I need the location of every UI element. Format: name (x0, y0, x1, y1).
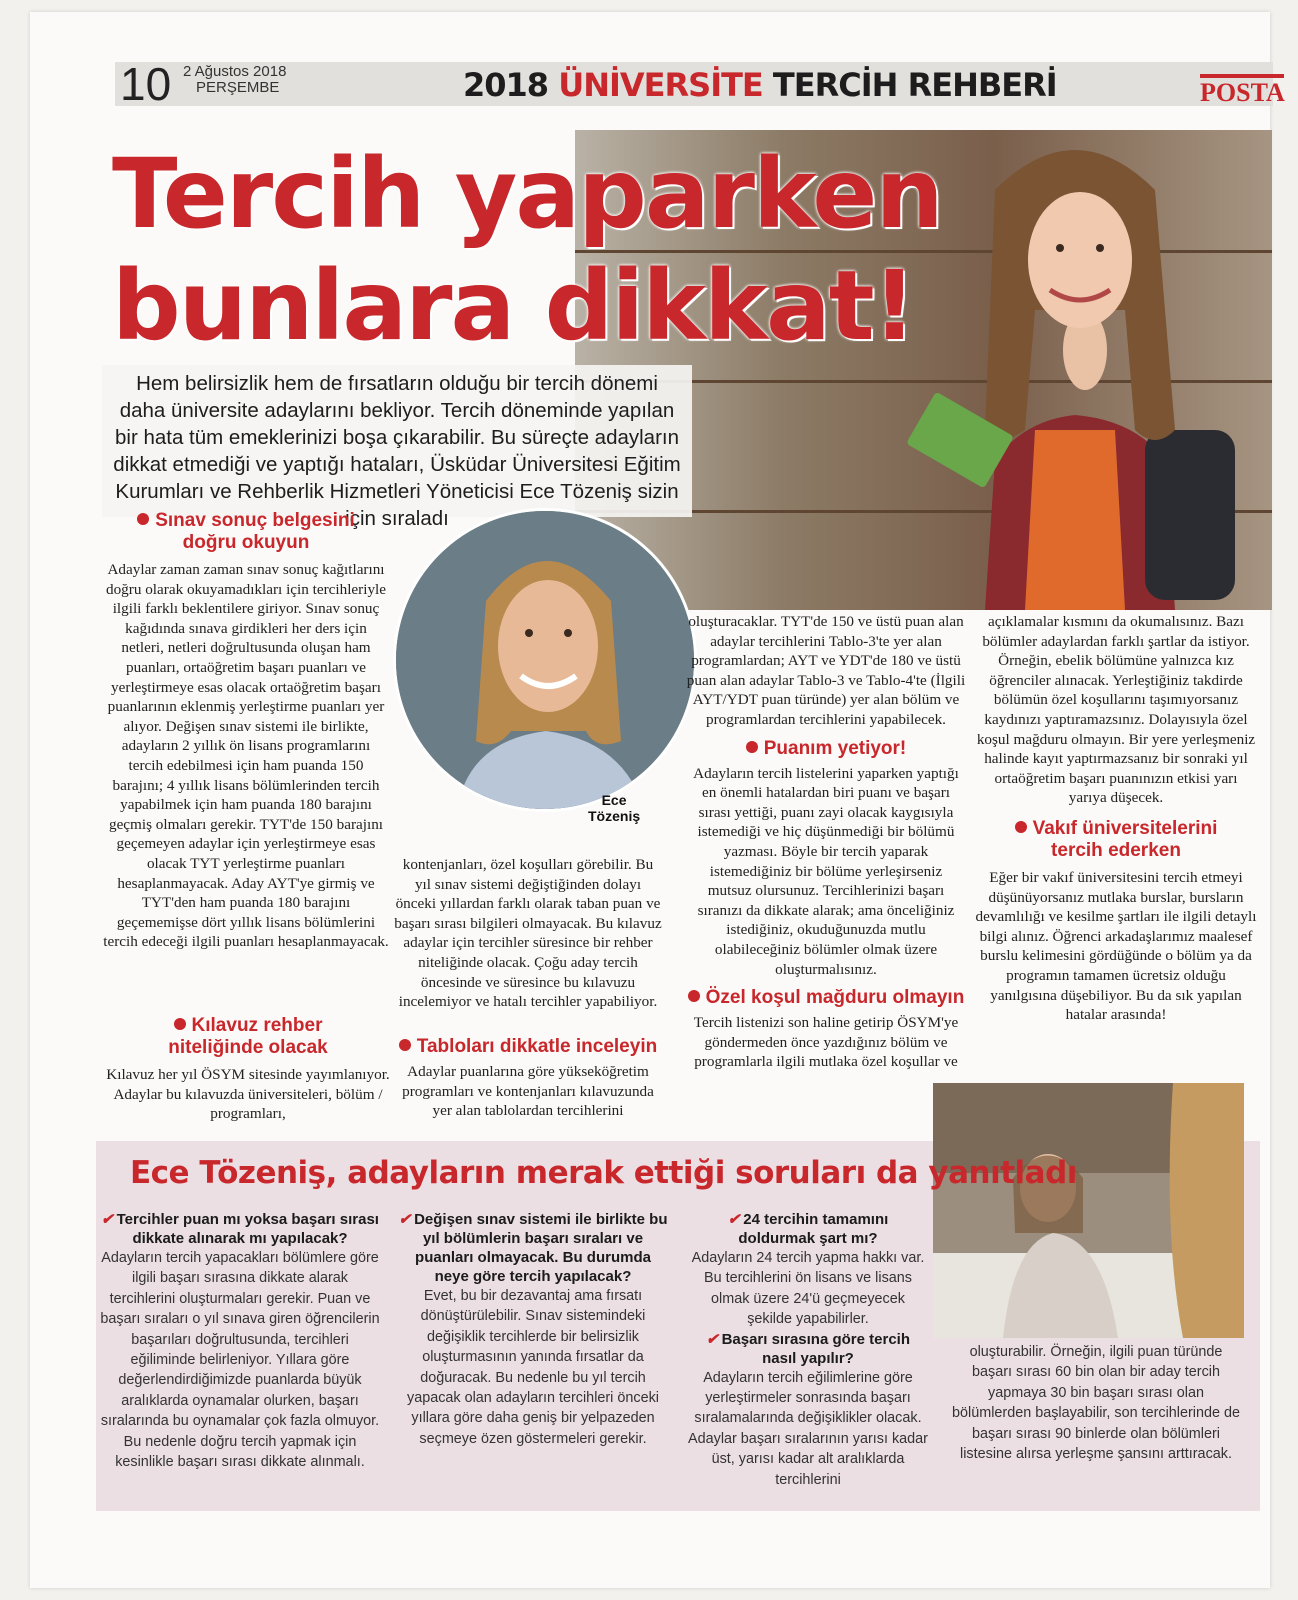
check-icon: ✔ (398, 1211, 412, 1228)
question-4 (688, 1330, 928, 1368)
subheading-text: Tabloları dikkatle inceleyin (416, 1036, 658, 1057)
issue-day: PERŞEMBE (196, 79, 280, 96)
students-photo (933, 1083, 1244, 1338)
qa-title: Ece Tözeniş, adayların merak ettiği soruları da yanıtladı (130, 1155, 1077, 1191)
issue-date-text: 2 Ağustos 2018 (183, 63, 287, 80)
lead-paragraph: Hem belirsizlik hem de fırsatların olduğu bir tercih dönemi daha üniversite adaylarını bekliyor. Tercih döneminde yapılan bir hata tüm emeklerinizi boşa çıkarabilir. Bu süreçte adayların dikkat etmediği ve yaptığı hataları, Üsküdar Üniversitesi Eğitim Kurumları ve Rehberlik Hizmetleri Yöneticisi Ece Tözeniş sizin için sıraladı (113, 372, 681, 530)
subheading-text: Kılavuz rehber (191, 1015, 323, 1036)
body-paragraph: açıklamalar kısmını da okumalısınız. Bazı bölümler adaylardan farklı şartlar da istiyor. Örneğin, ebelik bölümüne yalnızca kız öğrenciler alınacak. Yerleştiğiniz takdirde bölümün özel koşullarını taşımıyorsanız kaydınızı yaptıramazsınız. Dolayısıyla özel koşul mağduru olmayın. Bir yere yerleşmeniz halinde kayıt yaptırmazsanız bir sonraki yıl ortaöğretim başarı puanınızın etkisi yarı yarıya düşecek. (976, 613, 1256, 807)
logo-text: POSTA (1200, 78, 1285, 107)
column-1-bottom (105, 1015, 391, 1124)
question-text: Değişen sınav sistemi ile birlikte bu yıl bölümlerin başarı sıraları ve puanları olmayacak. Bu durumda neye göre tercih yapılacak? (414, 1211, 668, 1285)
question-2 (398, 1210, 668, 1286)
bullet-dot-icon (174, 1018, 186, 1030)
check-icon: ✔ (727, 1211, 741, 1228)
subheading-vakif (975, 818, 1257, 862)
posta-logo (1200, 74, 1285, 107)
supplement-rest: TERCİH REHBERİ (762, 66, 1057, 104)
body-paragraph: kontenjanları, özel koşulları görebilir. Bu yıl sınav sistemi değiştiğinden dolayı önceki yıllardan farklı olarak taban puan ve başarı sırası bilgileri olmayacak. Bu kılavuz adaylar için tercihler süresince bir rehber niteliğinde olacak. Çoğu aday tercih öncesinde ve süresince bu kılavuzu incelemiyor ve hatalı tercihler yapabiliyor. (394, 856, 662, 1011)
headline-line-1: Tercih yaparken (112, 138, 942, 250)
answer-2: Evet, bu bir dezavantaj ama fırsatı dönüştürülebilir. Sınav sistemindeki değişiklik tercihlerde bir belirsizlik oluşturmasının yanında fırsatlar da doğuracak. Bu nedenle bu yıl tercih yapacak olan adayların tercihleri önceki yıllara göre daha geniş bir yelpazeden seçmeye özen göstermeleri gerekir. (407, 1288, 659, 1447)
bullet-dot-icon (399, 1039, 411, 1051)
body-paragraph: Kılavuz her yıl ÖSYM sitesinde yayımlanıyor. Adaylar bu kılavuzda üniversiteleri, bölüm / programları, (106, 1066, 390, 1123)
bullet-dot-icon (746, 741, 758, 753)
question-text: Tercihler puan mı yoksa başarı sırası dikkate alınarak mı yapılacak? (116, 1211, 379, 1247)
body-paragraph: Adayların tercih listelerini yaparken yaptığı en önemli hatalardan biri puanı ve başarı sırası yettiği, puanı zayi olacak kaygısıyla istemediği ve hiç düşünmediği bir bölümü yazması. Böyle bir tercih yaparak istemediğiniz bir bölüme yerleşirseniz mutsuz olursunuz. Tercihlerinizi başarı sıranızı da dikkate alarak; ama önceliğiniz istediğiniz, okuduğunuzda mutlu olabileceğiniz bölümler olmak üzere oluşturmalısınız. (693, 764, 959, 978)
column-4 (975, 612, 1257, 1025)
headline-line-2: bunlara dikkat! (112, 250, 915, 362)
supplement-year: 2018 (463, 66, 559, 104)
answer-1: Adayların tercih yapacakları bölümlere göre ilgili başarı sırasına dikkate alarak tercihlerini oluşturmaları gerekir. Puan ve başarı sıraları o yıl sınava giren öğrencilerin başarıları doğrultusunda, tercihleri eğiliminde belirleniyor. Yıllara göre değerlendirdiğimizde puanlarda büyük aralıklarda oynamalar olurken, başarı sıralarında bu oynamalar çok fazla olmuyor. Bu nedenle doğru tercih yapmak için kesinlikle başarı sırası dikkate alınmalı. (100, 1250, 380, 1471)
supplement-highlight: ÜNİVERSİTE (558, 66, 763, 104)
body-paragraph: Tercih listenizi son haline getirip ÖSYM'ye göndermeden önce yazdığınız bölüm ve programlarla ilgili mutlaka özel koşullar ve (693, 1014, 959, 1071)
qa-block-1 (100, 1210, 380, 1472)
issue-date (183, 64, 286, 96)
subheading-text: niteliğinde olacak (168, 1037, 328, 1058)
body-paragraph: Adaylar puanlarına göre yükseköğretim programları ve kontenjanları kılavuzunda yer alan tablolardan tercihlerini (402, 1063, 654, 1120)
subheading-text: doğru okuyun (182, 532, 310, 553)
subheading-text: tercih ederken (1051, 839, 1181, 861)
subheading-ozel-kosul (686, 987, 966, 1009)
page-number: 10 (120, 58, 172, 110)
column-3 (686, 612, 966, 1072)
answer-4-part-1: Adayların tercih eğilimlerine göre yerleştirmeler sonrasında başarı sıralamalarında değişiklikler olacak. Adaylar başarı sıralarının yarısı kadar üst, yarısı kadar alt aralıklarda tercihlerini (688, 1369, 928, 1488)
question-text: 24 tercihin tamamını doldurmak şart mı? (738, 1211, 889, 1247)
check-icon: ✔ (101, 1211, 114, 1228)
subheading-puanim (686, 738, 966, 760)
portrait-ece-tozenis (393, 508, 697, 812)
answer-3: Adayların 24 tercih yapma hakkı var. Bu tercihlerini ön lisans ve lisans olmak üzere 24'ü geçmeyecek şekilde yapabilirler. (691, 1250, 925, 1328)
subheading-text: Sınav sonuç belgesini (155, 510, 355, 531)
answer-4-part-2: oluşturabilir. Örneğin, ilgili puan türünde başarı sırası 60 bin olan bir aday tercih yapmaya 30 bin başarı sırası olan bölümlerden başlayabilir, son tercihlerinde de başarı sırası 90 binlerde olan bölümleri listesine alırsa yerleşme şansını arttıracak. (952, 1344, 1240, 1463)
question-text: Başarı sırasına göre tercih nasıl yapılır? (721, 1330, 910, 1367)
bullet-dot-icon (688, 990, 700, 1002)
portrait-photo (396, 511, 697, 812)
body-paragraph: Adaylar zaman zaman sınav sonuç kağıtlarını doğru olarak okuyamadıkları için tercihleriyle ilgili farklı beklentilere giriyor. Sınav sonuç kağıdında sınava girdikleri her ders için netleri, netleri doğrultusunda oluşan ham puanları, ortaöğretim başarı puanları ve yerleştirmeye esas olacak ortaöğretim başarı puanlarının eklenmiş yerleştirme puanları yer alıyor. Değişen sınav sistemi ile birlikte, adayların 2 yıllık ön lisans programlarını tercih edebilmesi için ham puanda 150 barajını; 4 yıllık lisans bölümlerinden tercih yapabilmek için ham puanda 180 barajını geçmiş olmaları gerekir. TYT'de 150 barajını geçemeyen adaylar için yerleştirmeye esas olacak TYT yerleştirme puanları hesaplanmayacak. Aday AYT'ye girmiş ve TYT'den ham puanda 180 barajını geçememişse dört yıllık lisans bölümlerini tercih edeceği ilgili puanları hesaplanmayacak. (103, 561, 389, 951)
subheading-text: Özel koşul mağduru olmayın (705, 987, 965, 1009)
bullet-dot-icon (1015, 821, 1027, 833)
body-paragraph: Eğer bir vakıf üniversitesini tercih etmeyi düşünüyorsanız mutlaka burslar, bursların devamlılığı ve kesilme şartları ile ilgili detaylı bilgi alınız. Öğrenci arkadaşlarımız maalesef burslu kelimesini gördüğünde o bölüm ya da programın tamamen ücretsiz olduğu yanılgısına düşebiliyor. Bu da sık yapılan hatalar arasında! (975, 868, 1257, 1024)
supplement-title (463, 66, 1057, 104)
subheading-tablolar (393, 1036, 663, 1058)
body-paragraph: oluşturacaklar. TYT'de 150 ve üstü puan alan adaylar tercihlerini Tablo-3'te yer alan programlardan; AYT ve YDT'de 180 ve üstü puan alan adaylar Tablo-3 ve Tablo-4'te (İlgili AYT/YDT puan türünde) yer alan bölüm ve programlardan tercihlerini yapabilecek. (686, 613, 966, 728)
column-2 (393, 855, 663, 1012)
portrait-caption-last: Tözeniş (588, 808, 641, 824)
question-3 (688, 1210, 928, 1248)
subheading-sinav-sonuc (103, 510, 389, 554)
subheading-text: Puanım yetiyor! (763, 737, 907, 759)
question-1 (100, 1210, 380, 1248)
column-2-bottom (393, 1036, 663, 1121)
column-1 (103, 510, 389, 952)
subheading-text: Vakıf üniversitelerini (1032, 817, 1218, 839)
headline (112, 138, 942, 362)
qa-block-4-continued (950, 1342, 1242, 1464)
portrait-caption-first: Ece (601, 792, 627, 808)
qa-block-2 (398, 1210, 668, 1449)
portrait-caption (588, 792, 640, 824)
check-icon: ✔ (705, 1330, 719, 1348)
qa-block-3 (688, 1210, 928, 1490)
students-photo-art (933, 1083, 1244, 1338)
bullet-dot-icon (137, 513, 149, 525)
subheading-kilavuz (105, 1015, 391, 1059)
